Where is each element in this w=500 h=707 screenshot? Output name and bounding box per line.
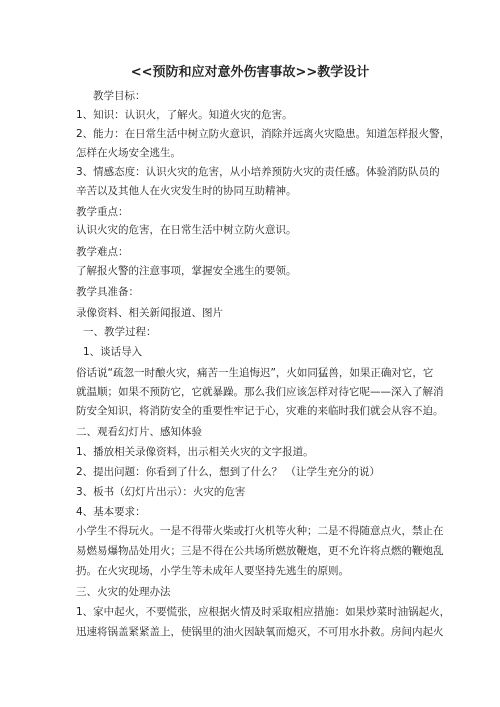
document-title: <<预防和应对意外伤害事故>>教学设计 (130, 65, 370, 80)
handling-line-1: 1、家中起火，不要慌张，应根据火情及时采取相应措施：如果炒菜时油锅起火， (76, 606, 451, 618)
section-heading-difficulties: 教学难点： (76, 246, 129, 258)
key-points-text: 认识火灾的危害，在日常生活中树立防火意识。 (76, 224, 297, 236)
objective-knowledge: 1、知识：认识火，了解火。知道火灾的危害。 (76, 109, 293, 121)
section-heading-objectives: 教学目标： (93, 90, 146, 102)
materials-text: 录像资料、相关新闻报道、图片 (76, 307, 223, 319)
requirements-line-1: 小学生不得玩火。一是不得带火柴或打火机等火种；二是不得随意点火，禁止在 (76, 525, 444, 537)
objective-ability: 2、能力：在日常生活中树立防火意识，消除并远离火灾隐患。知道怎样报火警， (76, 128, 451, 140)
handling-line-2: 迅速将锅盖紧紧盖上，使锅里的油火因缺氧而熄灭，不可用水扑救。房间内起火 (76, 626, 444, 638)
intro-paragraph-line-2: 就温顺；如果不预防它，它就暴躁。那么我们应该怎样对待它呢——深入了解消 (76, 386, 444, 398)
slides-step-3: 3、板书（幻灯片出示）：火灾的危害 (76, 486, 246, 498)
objective-attitude-cont: 辛苦以及其他人在火灾发生时的协同互助精神。 (76, 185, 297, 197)
objective-attitude: 3、情感态度：认识火灾的危害，从小培养预防火灾的责任感。体验消防队员的 (76, 166, 440, 178)
section-heading-slides: 二、观看幻灯片、感知体验 (76, 426, 202, 438)
slides-step-1: 1、播放相关录像资料，出示相关火灾的文字报道。 (76, 446, 314, 458)
requirements-line-2: 易燃易爆物品处用火；三是不得在公共场所燃放鞭炮，更不允许将点燃的鞭炮乱 (76, 545, 444, 557)
difficulties-text: 了解报火警的注意事项，掌握安全逃生的要领。 (76, 265, 297, 277)
section-heading-key-points: 教学重点： (76, 206, 129, 218)
section-heading-process: 一、教学过程： (83, 326, 157, 338)
step-intro-heading: 1、谈话导入 (83, 346, 143, 358)
section-heading-materials: 教学具准备： (76, 286, 139, 298)
section-heading-handling: 三、火灾的处理办法 (76, 586, 171, 598)
slides-step-2: 2、提出问题：你看到了什么，想到了什么？ （让学生充分的说） (76, 466, 381, 478)
objective-ability-cont: 怎样在火场安全逃生。 (76, 147, 181, 159)
requirements-line-3: 扔。在火灾现场，小学生等未成年人要坚持先逃生的原则。 (76, 565, 349, 577)
intro-paragraph-line-1: 俗话说“疏忽一时酿火灾，痛苦一生追悔迟”，火如同猛兽，如果正确对它，它 (76, 367, 434, 379)
slides-step-4: 4、基本要求： (76, 506, 146, 518)
intro-paragraph-line-3: 防安全知识，将消防安全的重要性牢记于心，灾难的来临时我们就会从容不迫。 (76, 405, 444, 417)
